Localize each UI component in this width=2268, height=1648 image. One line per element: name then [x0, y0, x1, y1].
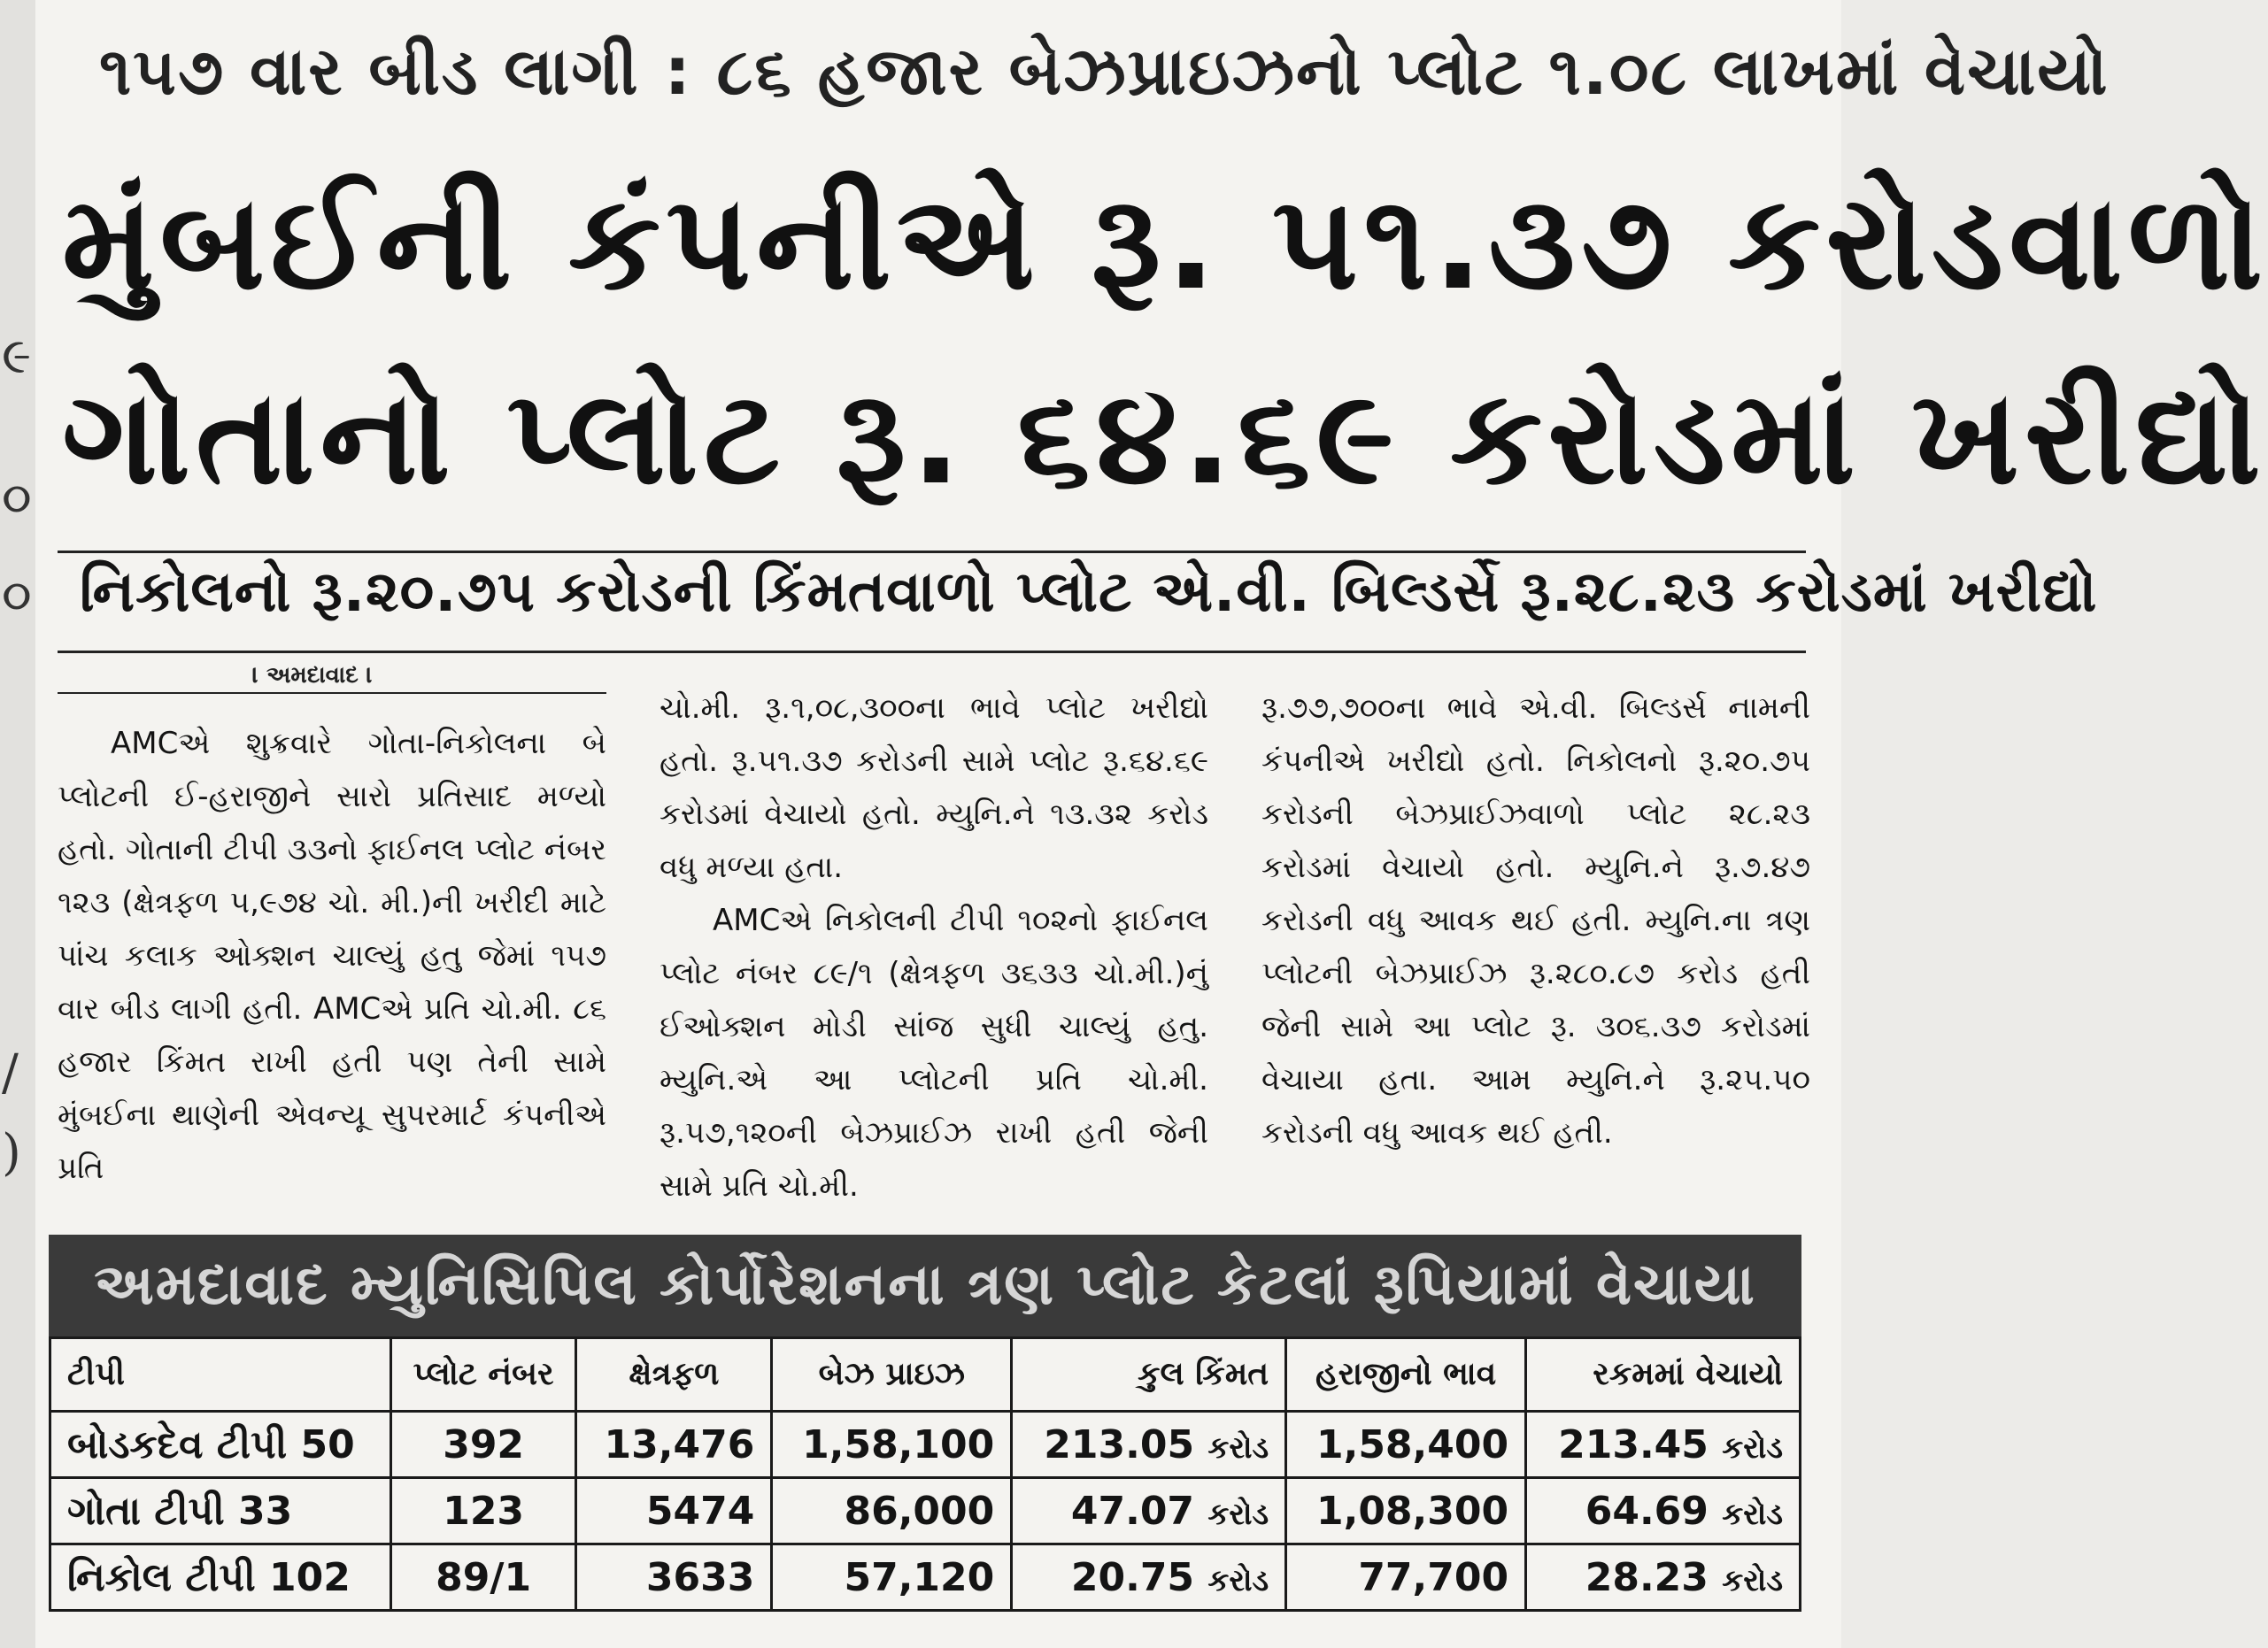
margin-fragment: ૦	[2, 469, 32, 527]
cell-tp: નિકોલ ટીપી 102	[50, 1544, 391, 1611]
cell-auction-rate: 1,08,300	[1286, 1478, 1526, 1544]
unit: કરોડ	[1207, 1429, 1269, 1466]
header-total-value: કુલ કિંમત	[1012, 1338, 1286, 1412]
table-row	[50, 1478, 1801, 1544]
header-plot-number: પ્લોટ નંબર	[390, 1338, 576, 1412]
plots-table	[49, 1336, 1801, 1612]
value: 64.69	[1585, 1488, 1709, 1534]
unit: કરોડ	[1207, 1496, 1269, 1532]
unit: કરોડ	[1722, 1429, 1783, 1466]
cell-tp: ગોતા ટીપી 33	[50, 1478, 391, 1544]
header-auction-rate: હરાજીનો ભાવ	[1286, 1338, 1526, 1412]
header-area: ક્ષેત્રફળ	[576, 1338, 772, 1412]
subheadline: નિકોલનો રૂ.૨૦.૭૫ કરોડની કિંમતવાળો પ્લોટ એ.વી. બિલ્ડર્સે રૂ.૨૮.૨૩ કરોડમાં ખરીદ્યો	[80, 559, 2098, 625]
table-row	[50, 1412, 1801, 1478]
article-column-1	[58, 717, 606, 1195]
article-column-3	[1261, 682, 1810, 1159]
unit: કરોડ	[1722, 1496, 1783, 1532]
value: 213.05	[1044, 1421, 1195, 1467]
table-header-row	[50, 1338, 1801, 1412]
cell-auction-rate: 1,58,400	[1286, 1412, 1526, 1478]
paragraph: AMCએ નિકોલની ટીપી ૧૦૨નો ફાઈનલ પ્લોટ નંબર ૮૯/૧ (ક્ષેત્રફળ ૩૬૩૩ ચો.મી.)નું ઈઓક્શન મોડી સાંજ સુધી ચાલ્યું હતુ. મ્યુનિ.એ આ પ્લોટની પ્રતિ ચો.મી. રૂ.૫૭,૧૨૦ની બેઝપ્રાઈઝ રાખી હતી જેની સામે પ્રતિ ચો.મી.	[660, 903, 1208, 1204]
cell-area: 3633	[576, 1544, 772, 1611]
kicker-line: ૧૫૭ વાર બીડ લાગી : ૮૬ હજાર બેઝપ્રાઇઝનો પ્લોટ ૧.૦૮ લાખમાં વેચાયો	[99, 34, 2110, 110]
header-tp: ટીપી	[50, 1338, 391, 1412]
cell-tp: બોડકદેવ ટીપી 50	[50, 1412, 391, 1478]
unit: કરોડ	[1722, 1562, 1783, 1598]
margin-fragment: ૯	[2, 327, 32, 385]
table-title-banner	[49, 1235, 1801, 1336]
margin-fragment: ૦	[2, 566, 32, 624]
cell-sold-amount	[1526, 1544, 1801, 1611]
table-row	[50, 1544, 1801, 1611]
value: 47.07	[1070, 1488, 1195, 1534]
cell-total-value	[1012, 1478, 1286, 1544]
rule-top	[58, 551, 1806, 553]
margin-fragment: /	[2, 1044, 19, 1102]
cell-plot-number: 89/1	[390, 1544, 576, 1611]
paragraph: રૂ.૭૭,૭૦૦ના ભાવે એ.વી. બિલ્ડર્સ નામની કંપનીએ ખરીદ્યો હતો. નિકોલનો રૂ.૨૦.૭૫ કરોડની બેઝપ્રાઈઝવાળો પ્લોટ ૨૮.૨૩ કરોડમાં વેચાયો હતો. મ્યુનિ.ને રૂ.૭.૪૭ કરોડની વધુ આવક થઈ હતી. મ્યુનિ.ના ત્રણ પ્લોટની બેઝપ્રાઈઝ રૂ.૨૮૦.૮૭ કરોડ હતી જેની સામે આ પ્લોટ રૂ. ૩૦૬.૩૭ કરોડમાં વેચાયા હતા. આમ મ્યુનિ.ને રૂ.૨૫.૫૦ કરોડની વધુ આવક થઈ હતી.	[1261, 690, 1810, 1151]
cell-area: 5474	[576, 1478, 772, 1544]
cell-auction-rate: 77,700	[1286, 1544, 1526, 1611]
cell-total-value	[1012, 1544, 1286, 1611]
dateline-rule	[58, 692, 606, 694]
dateline: । અમદાવાદ ।	[252, 662, 373, 689]
cell-area: 13,476	[576, 1412, 772, 1478]
left-margin-strip	[0, 0, 35, 1648]
cell-sold-amount	[1526, 1478, 1801, 1544]
table-title: અમદાવાદ મ્યુનિસિપિલ કોર્પોરેશનના ત્રણ પ્લોટ કેટલાં રૂપિયામાં વેચાયા	[94, 1252, 1756, 1318]
paragraph: AMCએ શુક્રવારે ગોતા-નિકોલના બે પ્લોટની ઈ-હરાજીને સારો પ્રતિસાદ મળ્યો હતો. ગોતાની ટીપી ૩૩નો ફાઈનલ પ્લોટ નંબર ૧૨૩ (ક્ષેત્રફળ ૫,૯૭૪ ચો. મી.)ની ખરીદી માટે પાંચ કલાક ઓક્શન ચાલ્યું હતુ જેમાં ૧૫૭ વાર બીડ લાગી હતી. AMCએ પ્રતિ ચો.મી. ૮૬ હજાર કિંમત રાખી હતી પણ તેની સામે મુંબઈના થાણેની એવન્યૂ સુપરમાર્ટ કંપનીએ પ્રતિ	[58, 726, 606, 1186]
cell-total-value	[1012, 1412, 1286, 1478]
cell-base-price: 86,000	[772, 1478, 1012, 1544]
value: 28.23	[1585, 1554, 1709, 1600]
headline-line-2: ગોતાનો પ્લોટ રૂ. ૬૪.૬૯ કરોડમાં ખરીદ્યો	[62, 361, 2266, 513]
rule-bottom	[58, 651, 1806, 653]
margin-fragment: )	[2, 1124, 21, 1182]
headline-line-1: મુંબઈની કંપનીએ રૂ. ૫૧.૩૭ કરોડવાળો	[62, 166, 2268, 319]
cell-base-price: 1,58,100	[772, 1412, 1012, 1478]
cell-plot-number: 123	[390, 1478, 576, 1544]
value: 213.45	[1558, 1421, 1709, 1467]
cell-base-price: 57,120	[772, 1544, 1012, 1611]
header-sold-amount: રકમમાં વેચાયો	[1526, 1338, 1801, 1412]
cell-sold-amount	[1526, 1412, 1801, 1478]
cell-plot-number: 392	[390, 1412, 576, 1478]
article-column-2	[660, 682, 1208, 1213]
unit: કરોડ	[1207, 1562, 1269, 1598]
header-base-price: બેઝ પ્રાઇઝ	[772, 1338, 1012, 1412]
paragraph: ચો.મી. રૂ.૧,૦૮,૩૦૦ના ભાવે પ્લોટ ખરીદ્યો હતો. રૂ.૫૧.૩૭ કરોડની સામે પ્લોટ રૂ.૬૪.૬૯ કરોડમાં વેચાયો હતો. મ્યુનિ.ને ૧૩.૩૨ કરોડ વધુ મળ્યા હતા.	[660, 690, 1208, 885]
value: 20.75	[1070, 1554, 1195, 1600]
